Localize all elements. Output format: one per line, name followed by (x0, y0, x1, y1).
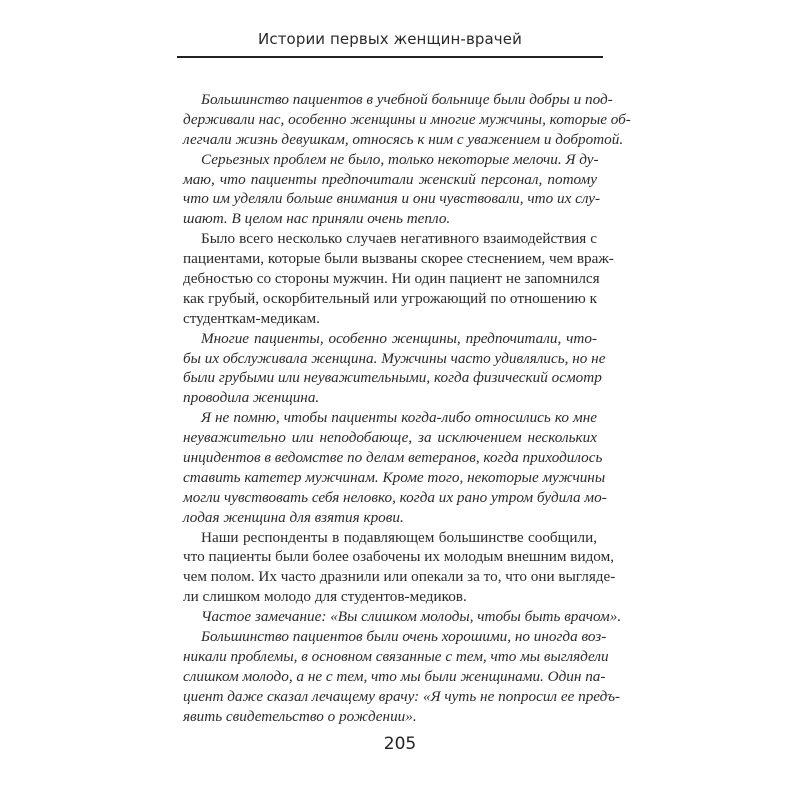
text-line: Было всего несколько случаев негативного взаимодействия с (201, 230, 597, 248)
text-line: лодая женщина для взятия крови. (183, 508, 404, 526)
paragraph (183, 528, 616, 608)
text-line: как грубый, оскорбительный или угрожающий по отношению к (183, 289, 597, 307)
text-line: студенткам-медикам. (183, 309, 320, 327)
text-line: явить свидетельство о рождении». (183, 707, 417, 725)
text-line: Серьезных проблем не было, только некоторые мелочи. Я ду- (201, 150, 599, 168)
text-line: что пациенты были более озабочены их молодым внешним видом, (183, 548, 615, 566)
text-line: были грубыми или неуважительными, когда физический осмотр (183, 369, 602, 387)
page-number: 205 (383, 734, 417, 754)
body-text (183, 90, 631, 727)
text-line: Большинство пациентов в учебной больнице были добры и под- (201, 91, 613, 108)
paragraph (183, 408, 607, 527)
header-rule (177, 56, 603, 58)
text-line: Многие пациенты, особенно женщины, предпочитали, что- (201, 329, 597, 347)
paragraph (183, 627, 621, 726)
paragraph (183, 150, 601, 230)
text-line: дебностью со стороны мужчин. Ни один пациент не запомнился (183, 270, 600, 288)
paragraph (183, 607, 622, 627)
paragraph (183, 329, 606, 409)
text-line: Я не помню, чтобы пациенты когда-либо относились ко мне (201, 409, 597, 427)
text-line: шают. В целом нас приняли очень тепло. (183, 210, 451, 228)
text-line: Наши респонденты в подавляющем большинстве сообщили, (201, 528, 597, 546)
text-line: инцидентов в ведомстве по делам ветеранов, когда приходилось (183, 449, 603, 467)
text-line: чем полом. Их часто дразнили или опекали за то, что они выгляде- (183, 568, 616, 586)
text-line: ставить катетер мужчинам. Кроме того, некоторые мужчины (183, 468, 606, 486)
text-line: что им уделяли больше внимания и они чувствовали, что их слу- (183, 190, 601, 208)
text-line: могли чувствовать себя неловко, когда их рано утром будила мо- (183, 488, 607, 506)
text-line: пациентами, которые были вызваны скорее стеснением, чем враж- (183, 250, 614, 268)
text-line: бы их обслуживала женщина. Мужчины часто удивлялись, но не (183, 349, 606, 367)
text-line: циент даже сказал лечащему врачу: «Я чуть не попросил ее предъ- (183, 687, 621, 705)
text-line: держивали нас, особенно женщины и многие мужчины, которые об- (183, 110, 631, 128)
text-line: ли слишком молодо для студентов-медиков. (183, 588, 467, 606)
paragraph (183, 90, 631, 150)
text-line: легчали жизнь девушкам, относясь к ним с уважением и добротой. (183, 130, 624, 148)
text-line: никали проблемы, в основном связанные с тем, что мы выглядели (183, 647, 609, 665)
paragraph (183, 229, 614, 328)
text-line: проводила женщина. (183, 389, 320, 407)
text-line: Большинство пациентов были очень хорошими, но иногда воз- (201, 628, 607, 646)
text-line: маю, что пациенты предпочитали женский персонал, потому (183, 170, 597, 188)
text-line: Частое замечание: «Вы слишком молоды, чтобы быть врачом». (201, 608, 622, 626)
running-header: Истории первых женщин-врачей (258, 30, 522, 48)
text-line: слишком молодо, а не с тем, что мы были женщинами. Один па- (183, 667, 606, 685)
text-line: неуважительно или неподобающе, за исключением нескольких (183, 429, 597, 447)
